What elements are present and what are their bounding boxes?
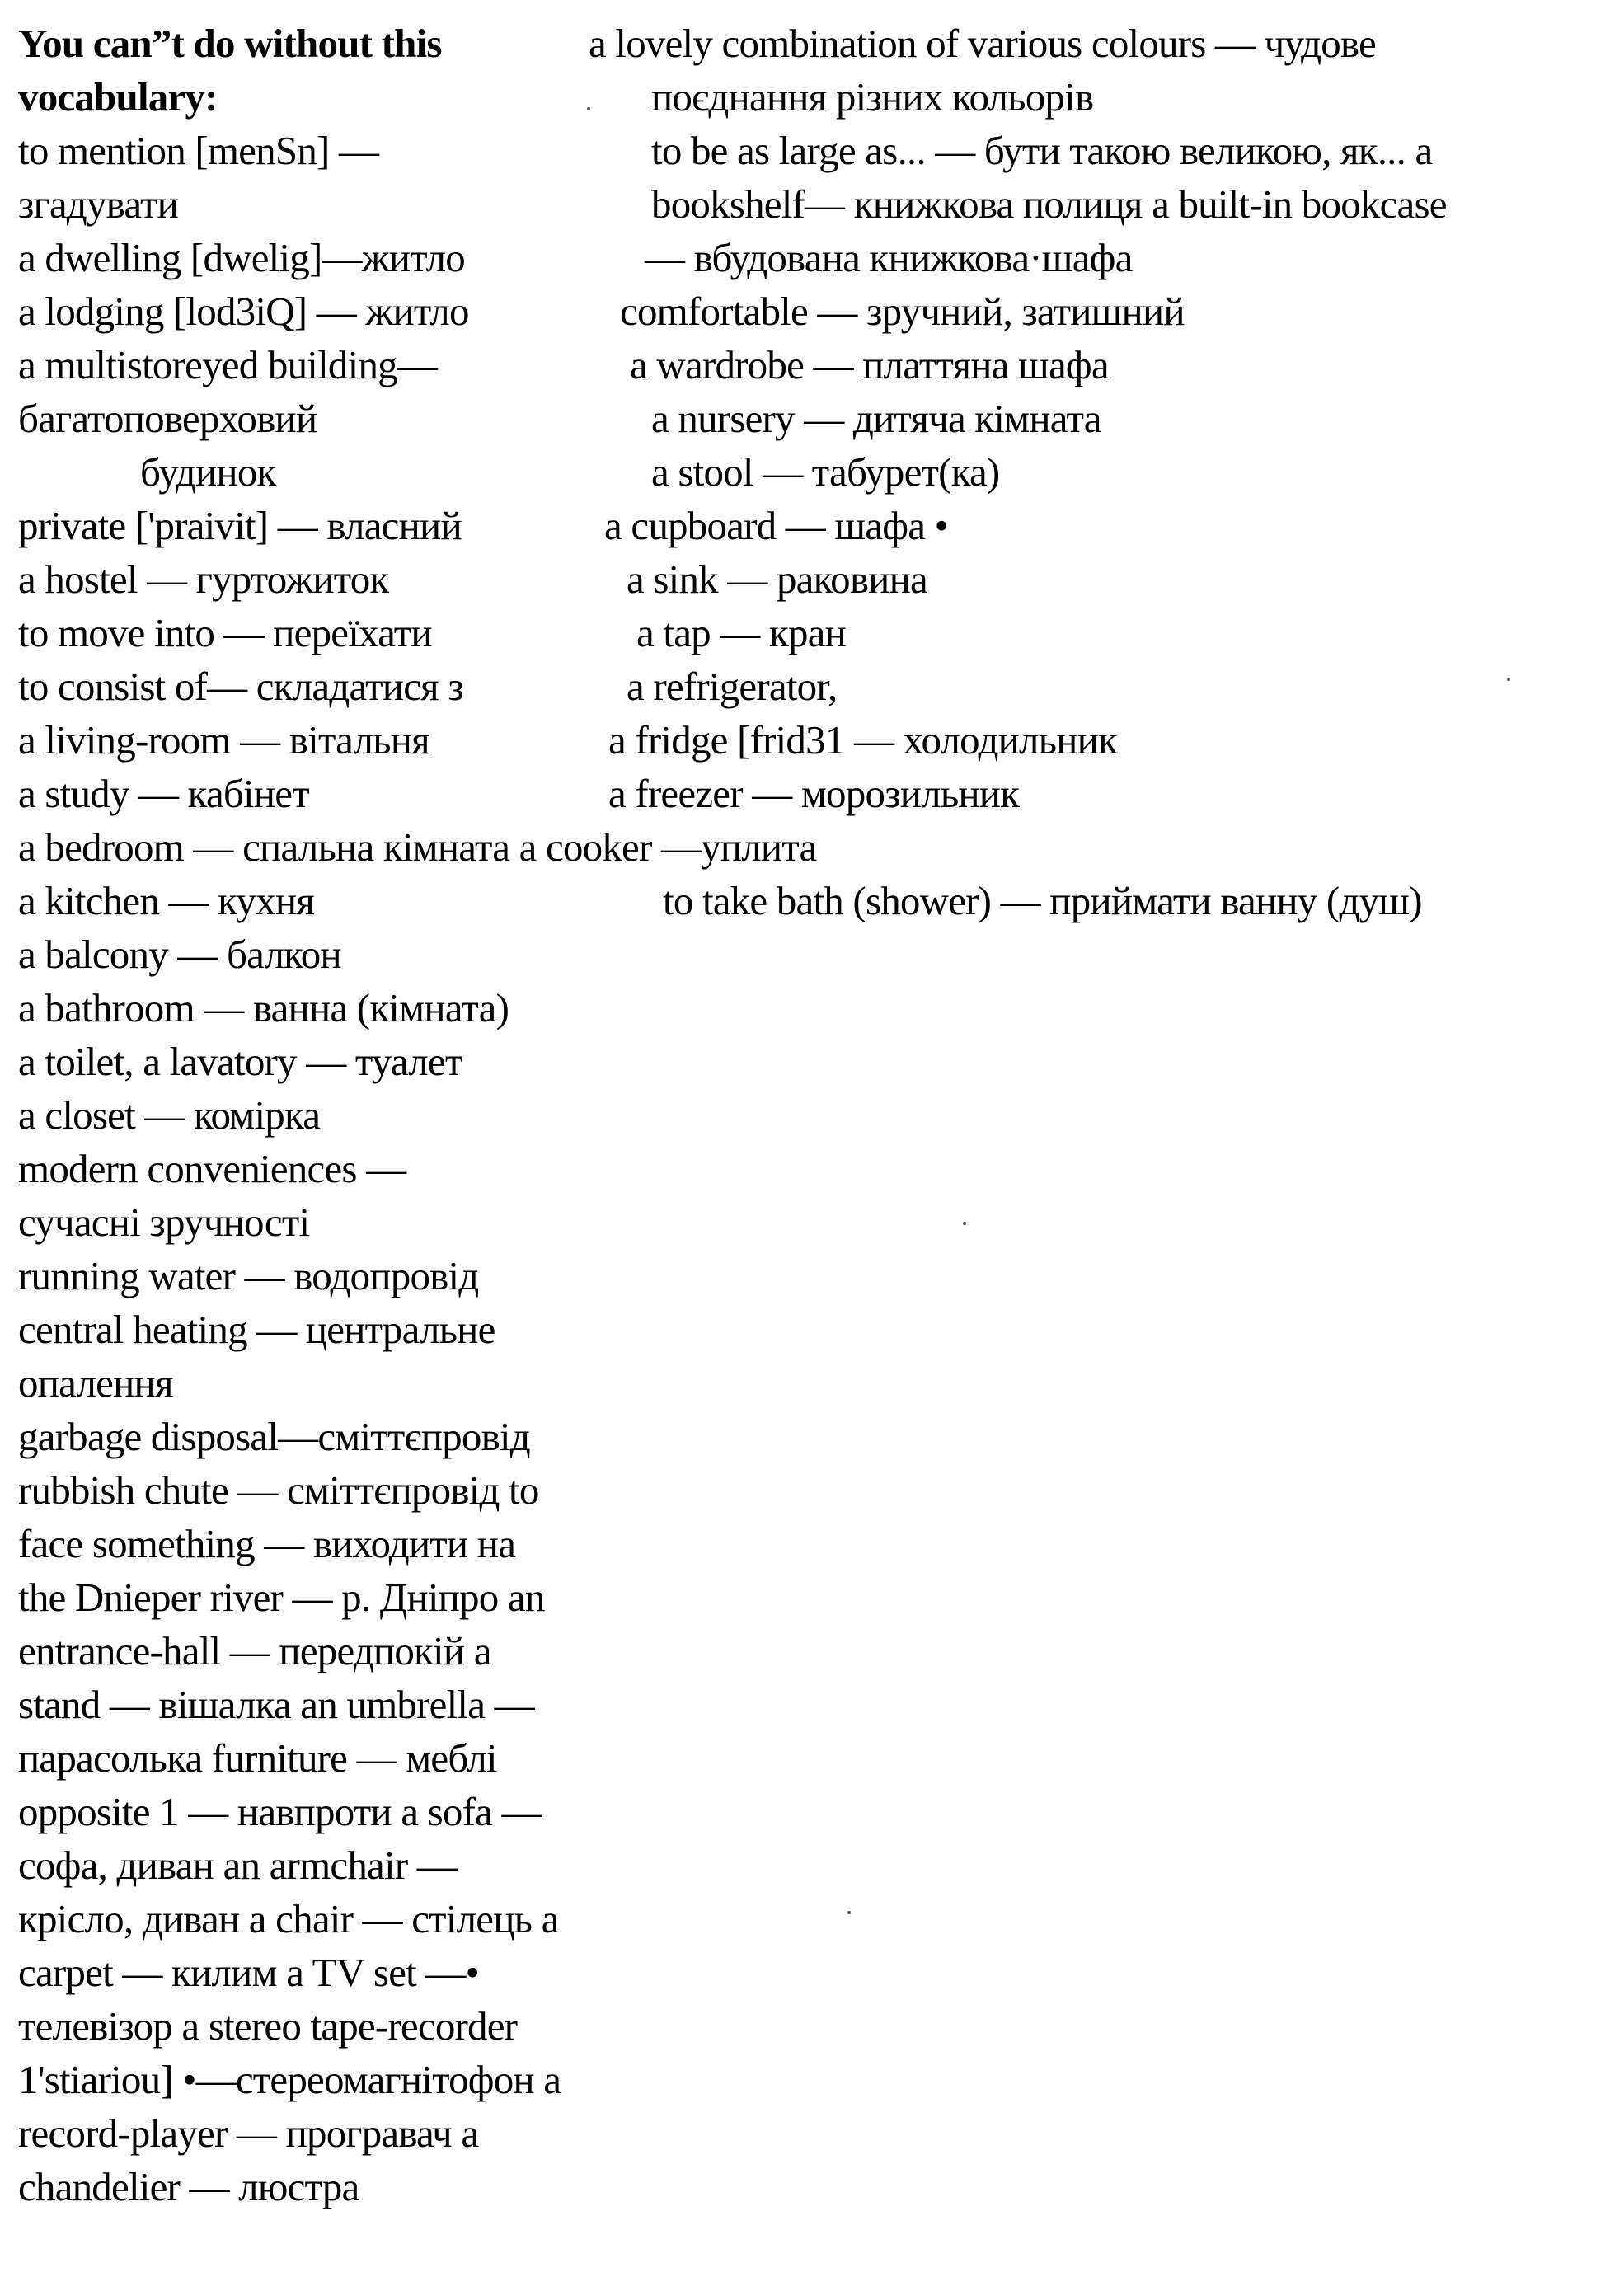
vocab-line: a balcony — балкон <box>18 932 341 977</box>
vocab-line: багатоповерховий <box>18 396 317 441</box>
vocab-line: to be as large as... — бути такою великою, як... a <box>651 128 1433 173</box>
vocab-line: опалення <box>18 1360 173 1406</box>
vocab-line: chandelier — люстра <box>18 2164 359 2209</box>
vocab-line: rubbish chute — сміттєпровід to <box>18 1467 539 1513</box>
vocab-line: record-player — програвач a <box>18 2110 479 2156</box>
vocab-line: будинок <box>140 449 276 495</box>
vocab-line: to mention [menSn] — <box>18 128 379 173</box>
scan-speck <box>1507 678 1510 681</box>
vocab-line: private ['praivit] — власний <box>18 503 462 548</box>
vocab-line: a kitchen — кухня <box>18 878 314 923</box>
vocab-line: софа, диван an armchair — <box>18 1842 457 1888</box>
vocab-line: running water — водопровід <box>18 1253 479 1298</box>
vocab-line: 1'stiariou] •—стереомагнітофон a <box>18 2057 561 2102</box>
vocab-line: to take bath (shower) — приймати ванну (душ) <box>663 878 1422 923</box>
vocab-line: крісло, диван a chair — стілець a <box>18 1896 559 1941</box>
vocab-line: modern conveniences — <box>18 1146 406 1191</box>
vocab-line: opposite 1 — навпроти a sofa — <box>18 1789 542 1834</box>
vocab-line: поєднання різних кольорів <box>651 74 1094 120</box>
vocab-line: a refrigerator, <box>627 664 838 709</box>
vocab-line: a multistoreyed building— <box>18 342 438 387</box>
scan-speck <box>847 1911 851 1914</box>
scan-speck <box>587 107 590 110</box>
vocab-line: a dwelling [dwelig]—житло <box>18 235 465 280</box>
vocab-line: stand — вішалка an umbrella — <box>18 1682 534 1727</box>
vocab-line: entrance-hall — передпокій a <box>18 1628 491 1673</box>
vocabulary-heading-line-2: vocabulary: <box>18 74 218 120</box>
vocab-line: a tap — кран <box>636 610 847 655</box>
vocab-line: a hostel — гуртожиток <box>18 556 389 602</box>
scan-speck <box>963 1222 966 1225</box>
vocab-line: comfortable — зручний, затишний <box>620 289 1185 334</box>
vocab-line: a freezer — морозильник <box>608 771 1020 816</box>
vocabulary-heading-line-1: You can”t do without this <box>18 21 442 66</box>
vocab-line: face something — виходити на <box>18 1521 516 1566</box>
vocab-line: a lodging [lod3iQ] — житло <box>18 289 469 334</box>
vocab-line: сучасні зручності <box>18 1199 310 1245</box>
vocab-line: to move into — переїхати <box>18 610 432 655</box>
vocab-line: a cupboard — шафа • <box>604 503 948 548</box>
vocab-line: bookshelf— книжкова полиця a built-in bookcase <box>651 181 1447 227</box>
vocab-line: парасолька furniture — меблі <box>18 1735 497 1781</box>
vocab-line: a bedroom — спальна кімната a cooker —уплита <box>18 824 817 870</box>
vocab-line: the Dnieper river — р. Дніпро an <box>18 1575 545 1620</box>
vocab-line: a sink — раковина <box>627 556 927 602</box>
vocab-line: to consist of— складатися з <box>18 664 463 709</box>
vocab-line: a stool — табурет(ка) <box>651 449 1000 495</box>
vocab-line: a nursery — дитяча кімната <box>651 396 1101 441</box>
vocab-line: телевізор a stereo tape-recorder <box>18 2003 518 2049</box>
vocab-line: carpet — килим a TV set —• <box>18 1950 479 1995</box>
vocab-line: a bathroom — ванна (кімната) <box>18 985 509 1030</box>
vocab-line: central heating — центральне <box>18 1307 495 1352</box>
vocab-line: — вбудована книжкова·шафа <box>645 235 1133 280</box>
vocab-line: garbage disposal—сміттєпровід <box>18 1414 530 1459</box>
vocab-line: a fridge [frid31 — холодильник <box>608 717 1118 763</box>
vocab-line: a living-room — вітальня <box>18 717 429 763</box>
vocab-line: a wardrobe — платтяна шафа <box>630 342 1109 387</box>
vocab-line: a study — кабінет <box>18 771 309 816</box>
vocab-line: згадувати <box>18 181 179 227</box>
vocab-line: a lovely combination of various colours — чудове <box>589 21 1376 66</box>
vocab-line: a toilet, a lavatory — туалет <box>18 1039 462 1084</box>
vocab-line: a closet — комірка <box>18 1092 321 1138</box>
